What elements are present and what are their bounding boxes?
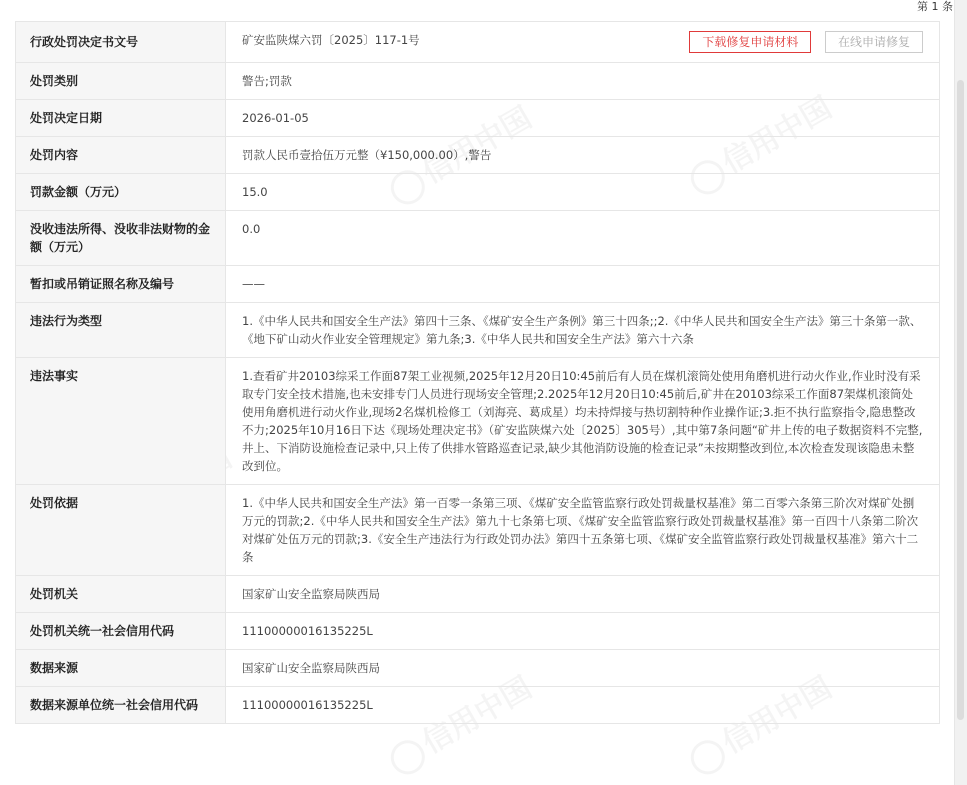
row-label: 行政处罚决定书文号 (16, 22, 226, 63)
table-row (16, 174, 940, 211)
table-row (16, 358, 940, 485)
row-value: 15.0 (226, 174, 940, 211)
penalty-detail-table (15, 21, 940, 724)
online-repair-apply-button[interactable]: 在线申请修复 (825, 31, 923, 53)
table-row (16, 100, 940, 137)
scrollbar-thumb[interactable] (957, 80, 964, 720)
table-row (16, 22, 940, 63)
row-value: 2026-01-05 (226, 100, 940, 137)
row-value: —— (226, 266, 940, 303)
table-row (16, 687, 940, 724)
table-row (16, 613, 940, 650)
table-row (16, 303, 940, 358)
repair-buttons (679, 31, 923, 53)
row-value: 警告;罚款 (226, 63, 940, 100)
decision-number: 矿安监陕煤六罚〔2025〕117-1号 (242, 33, 420, 47)
row-value: 国家矿山安全监察局陕西局 (226, 650, 940, 687)
table-row (16, 63, 940, 100)
row-value: 11100000016135225L (226, 613, 940, 650)
table-row (16, 650, 940, 687)
vertical-scrollbar[interactable] (954, 0, 967, 785)
row-label: 处罚依据 (16, 485, 226, 576)
row-value (226, 22, 940, 63)
row-label: 处罚内容 (16, 137, 226, 174)
penalty-detail-table-container (15, 21, 940, 724)
row-value: 0.0 (226, 211, 940, 266)
record-counter: 第 1 条 (917, 0, 953, 13)
row-value: 国家矿山安全监察局陕西局 (226, 576, 940, 613)
row-label: 数据来源单位统一社会信用代码 (16, 687, 226, 724)
table-row (16, 485, 940, 576)
row-label: 罚款金额（万元） (16, 174, 226, 211)
table-row (16, 211, 940, 266)
table-row (16, 576, 940, 613)
row-label: 违法事实 (16, 358, 226, 485)
row-label: 违法行为类型 (16, 303, 226, 358)
row-value: 1.查看矿井20103综采工作面87架工业视频,2025年12月20日10:45前后有人员在煤机滚筒处使用角磨机进行动火作业,作业时没有采取专门安全技术措施,也未安排专门人员进行现场安全管理;2.2025年12月20日10:45前后,矿井在20103综采工作面87架煤机滚筒处使用角磨机进行动火作业,现场2名煤机检修工（刘海亮、葛成星）均未持焊接与热切割特种作业操作证;3.拒不执行监察指令,隐患整改不力;2025年10月16日下达《现场处理决定书》（矿安监陕煤六处〔2025〕305号）,其中第7条问题“矿井上传的电子数据资料不完整,井上、下消防设施检查记录中,只上传了供排水管路巡查记录,缺少其他消防设施的检查记录”未按期整改到位,本次检查发现该隐患未整改到位。 (226, 358, 940, 485)
row-value: 1.《中华人民共和国安全生产法》第四十三条、《煤矿安全生产条例》第三十四条;;2.《中华人民共和国安全生产法》第三十条第一款、《地下矿山动火作业安全管理规定》第九条;3.《中华人民共和国安全生产法》第六十六条 (226, 303, 940, 358)
row-label: 没收违法所得、没收非法财物的金额（万元） (16, 211, 226, 266)
row-label: 处罚机关统一社会信用代码 (16, 613, 226, 650)
row-label: 暂扣或吊销证照名称及编号 (16, 266, 226, 303)
row-label: 处罚机关 (16, 576, 226, 613)
row-label: 处罚决定日期 (16, 100, 226, 137)
table-row (16, 137, 940, 174)
row-label: 处罚类别 (16, 63, 226, 100)
row-value: 1.《中华人民共和国安全生产法》第一百零一条第三项、《煤矿安全监管监察行政处罚裁量权基准》第二百零六条第三阶次对煤矿处捌万元的罚款;2.《中华人民共和国安全生产法》第九十七条第七项、《煤矿安全监管监察行政处罚裁量权基准》第一百四十八条第二阶次对煤矿处伍万元的罚款;3.《安全生产违法行为行政处罚办法》第四十五条第七项、《煤矿安全监管监察行政处罚裁量权基准》第六十二条 (226, 485, 940, 576)
table-row (16, 266, 940, 303)
row-label: 数据来源 (16, 650, 226, 687)
row-value: 罚款人民币壹拾伍万元整（¥150,000.00）,警告 (226, 137, 940, 174)
row-value: 11100000016135225L (226, 687, 940, 724)
download-repair-materials-button[interactable]: 下载修复申请材料 (689, 31, 811, 53)
